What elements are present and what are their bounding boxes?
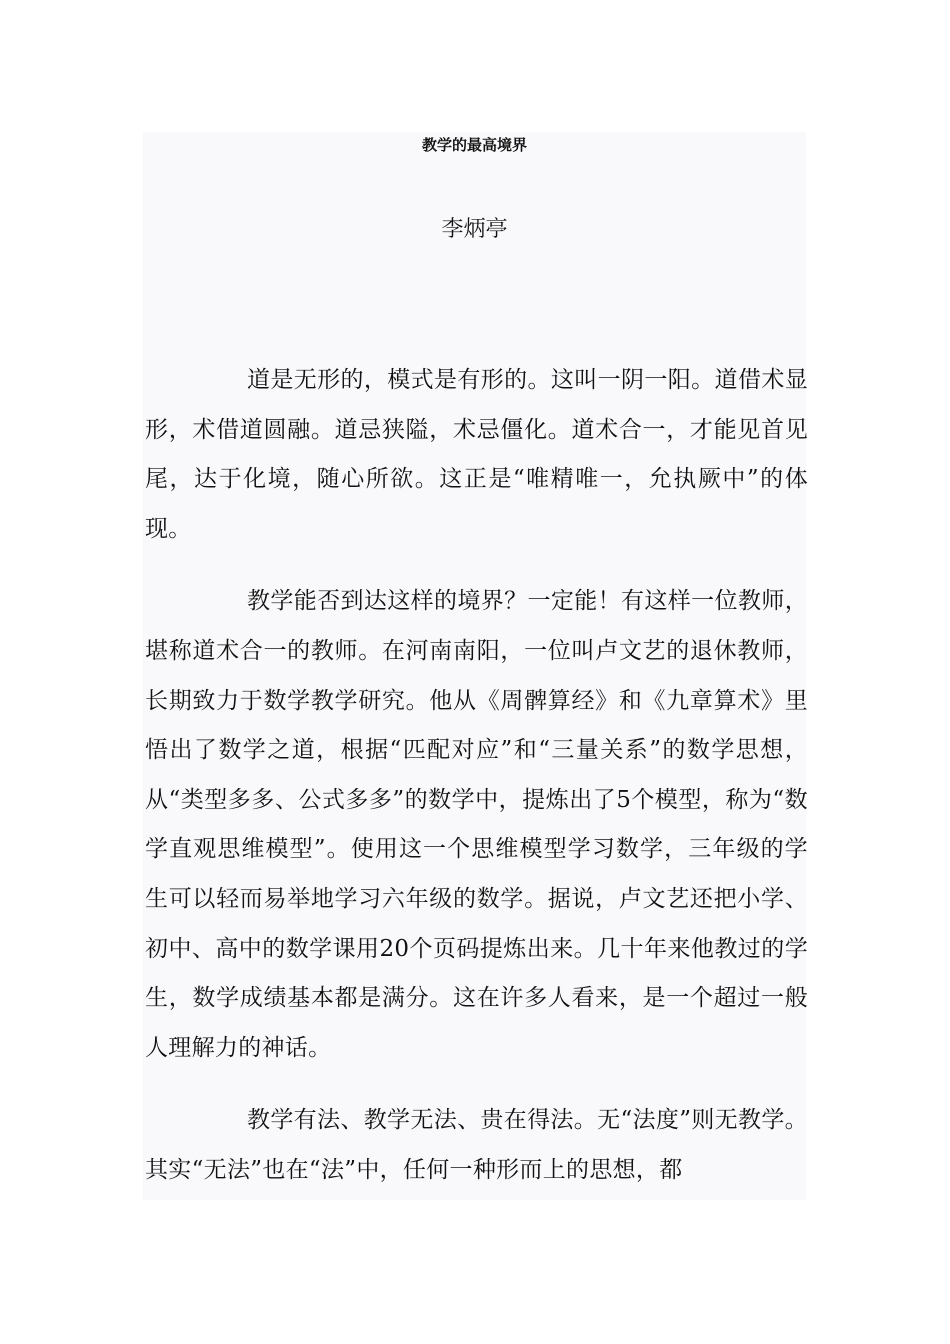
document-title: 教学的最高境界 bbox=[421, 136, 527, 154]
paragraph: 道是无形的，模式是有形的。这叫一阴一阳。道借术显形，术借道圆融。道忌狭隘，术忌僵化。道术合一，才能见首见尾，达于化境，随心所欲。这正是“唯精唯一，允执厥中”的体现。 bbox=[145, 367, 808, 542]
document-author: 李炳亭 bbox=[441, 217, 508, 242]
paragraph: 教学有法、教学无法、贵在得法。无“法度”则无教学。其实“无法”也在“法”中，任何一种形而上的思想，都 bbox=[145, 1107, 808, 1183]
paragraph: 教学能否到达这样的境界？一定能！有这样一位教师，堪称道术合一的教师。在河南南阳，一位叫卢文艺的退休教师，长期致力于数学教学研究。他从《周髀算经》和《九章算术》里悟出了数学之道，根据“匹配对应”和“三量关系”的数学思想，从“类型多多、公式多多”的数学中，提炼出了5个模型，称为“数学直观思维模型”。使用这一个思维模型学习数学，三年级的学生可以轻而易举地学习六年级的数学。据说，卢文艺还把小学、初中、高中的数学课用20个页码提炼出来。几十年来他教过的学生，数学成绩基本都是满分。这在许多人看来，是一个超过一般人理解力的神话。 bbox=[145, 588, 808, 1061]
document-body bbox=[145, 356, 808, 1219]
